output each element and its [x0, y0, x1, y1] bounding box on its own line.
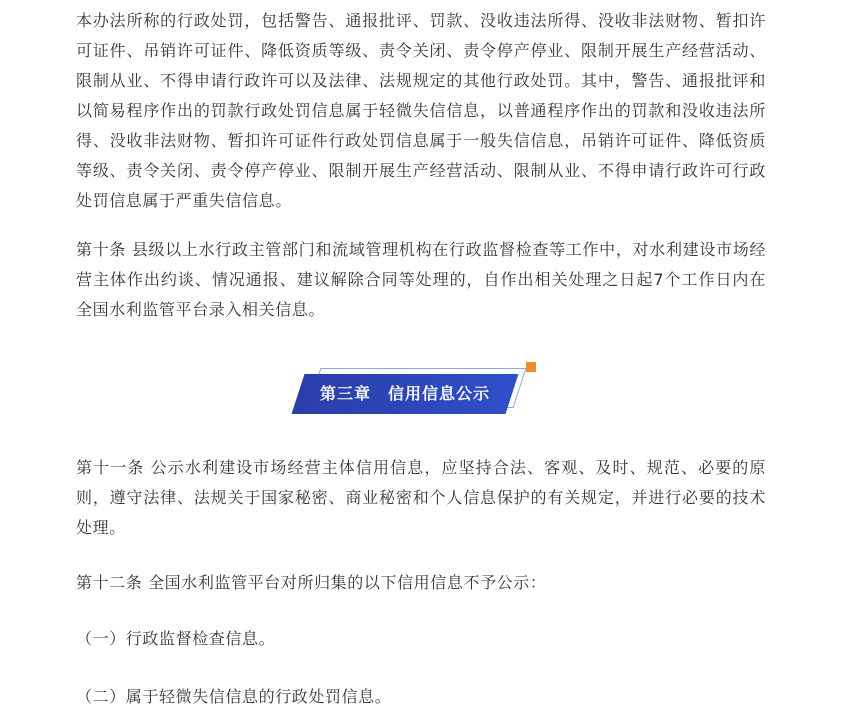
list-item-2: （二）属于轻微失信信息的行政处罚信息。 [76, 687, 392, 706]
list-item-1: （一）行政监督检查信息。 [76, 629, 276, 648]
paragraph-article-12: 第十二条 全国水利监管平台对所归集的以下信用信息不予公示： [76, 573, 547, 592]
paragraph-article-10: 第十条 县级以上水行政主管部门和流域管理机构在行政监督检查等工作中，对水利建设市场经营主体作出约谈、情况通报、建议解除合同等处理的，自作出相关处理之日起7个工作日内在全国水利监管平台录入相关信息。 [76, 240, 766, 319]
accent-square-icon [526, 362, 536, 372]
paragraph-article-11: 第十一条 公示水利建设市场经营主体信用信息，应坚持合法、客观、及时、规范、必要的原则，遵守法律、法规关于国家秘密、商业秘密和个人信息保护的有关规定，并进行必要的技术处理。 [76, 458, 766, 537]
chapter-title: 第三章 信用信息公示 [319, 384, 490, 403]
paragraph-administrative-penalty: 本办法所称的行政处罚，包括警告、通报批评、罚款、没收违法所得、没收非法财物、暂扣许可证件、吊销许可证件、降低资质等级、责令关闭、责令停产停业、限制开展生产经营活动、限制从业、不得申请行政许可以及法律、法规规定的其他行政处罚。其中，警告、通报批评和以简易程序作出的罚款行政处罚信息属于轻微失信信息，以普通程序作出的罚款和没收违法所得、没收非法财物、暂扣许可证件行政处罚信息属于一般失信信息，吊销许可证件、降低资质等级、责令关闭、责令停产停业、限制开展生产经营活动、限制从业、不得申请行政许可行政处罚信息属于严重失信信息。 [76, 11, 766, 210]
chapter-heading-banner [286, 360, 538, 418]
